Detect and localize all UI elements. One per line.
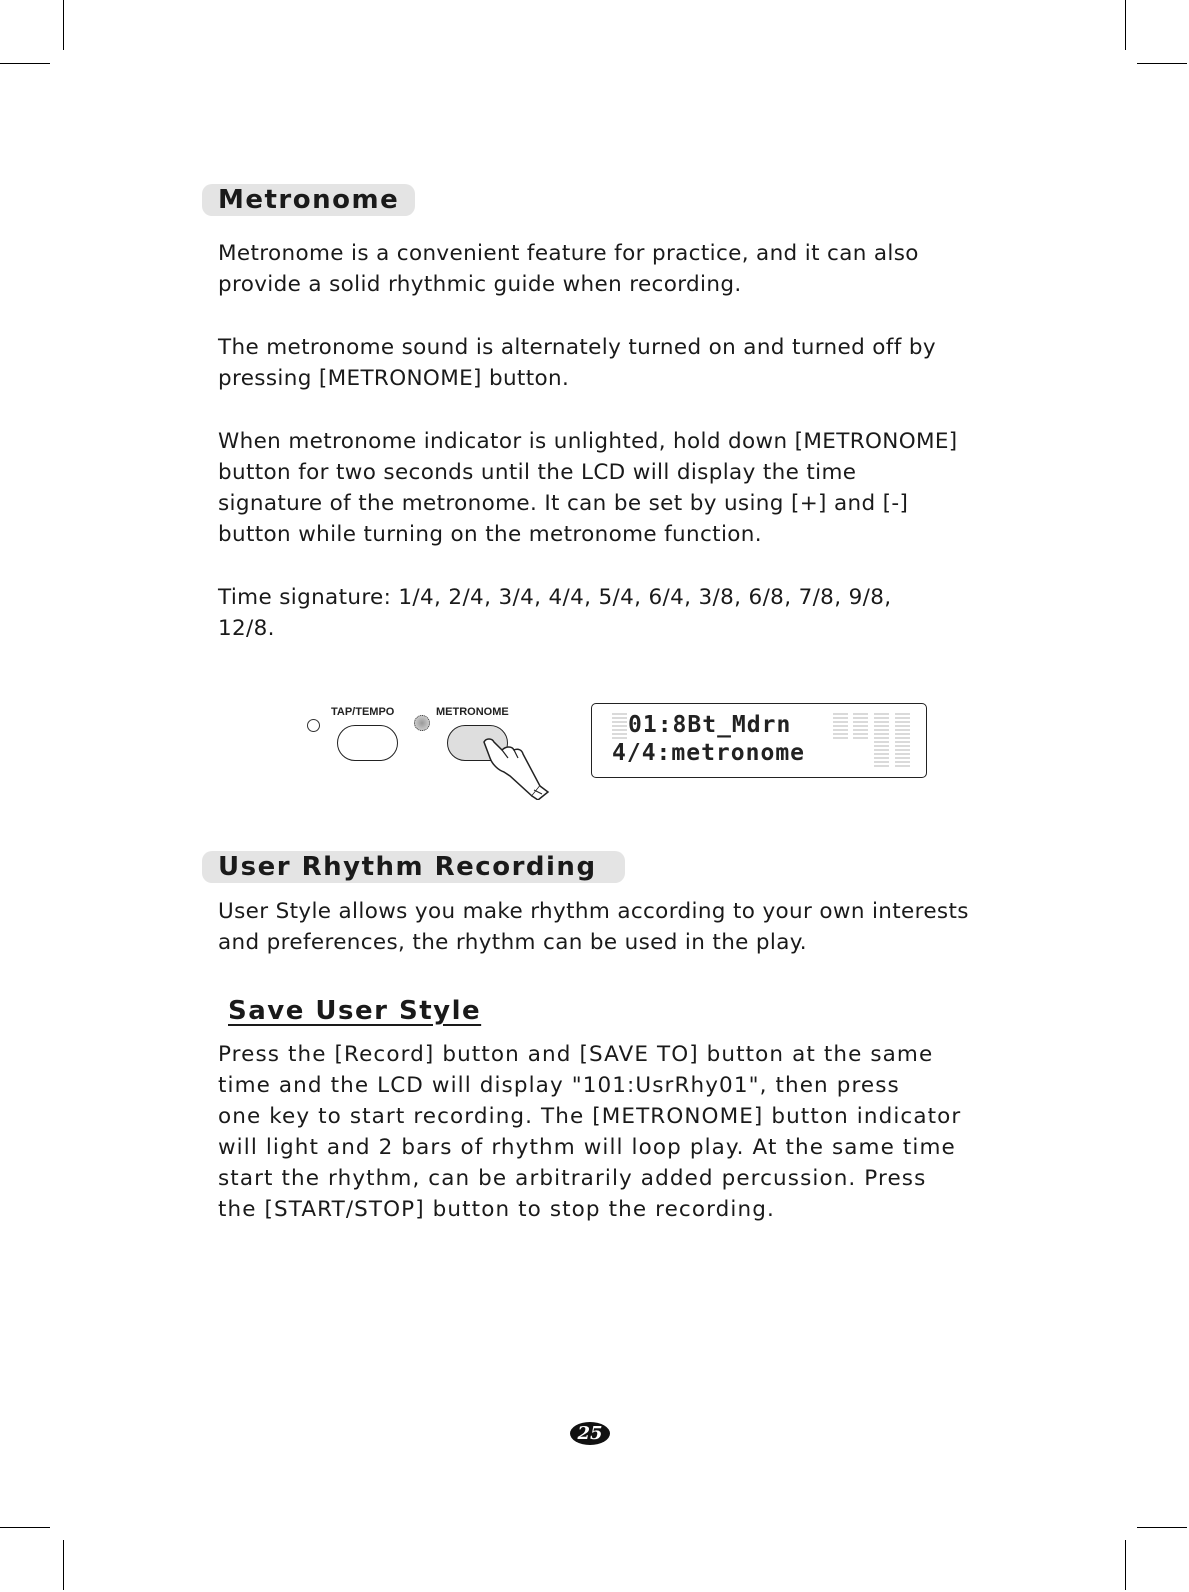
crop-mark xyxy=(63,0,64,50)
subheading-save-user-style: Save User Style xyxy=(228,996,482,1026)
crop-mark xyxy=(0,1527,50,1528)
metronome-led-lit-icon xyxy=(414,715,430,731)
tap-tempo-led-icon xyxy=(307,719,320,732)
paragraph: User Style allows you make rhythm according to your own interests and preferences, the rhythm can be used in the play. xyxy=(218,899,969,955)
crop-mark xyxy=(1137,1527,1187,1528)
paragraph: When metronome indicator is unlighted, hold down [METRONOME] button for two seconds until the LCD will display the time signature of the metronome. It can be set by using [+] and [-] button while turning on the metronome function. xyxy=(218,429,958,547)
section-title-user-rhythm-recording: User Rhythm Recording xyxy=(202,851,625,883)
lcd-line-2: 4/4:metronome xyxy=(612,740,806,766)
crop-mark xyxy=(0,63,50,64)
crop-mark xyxy=(1125,1540,1126,1590)
crop-mark xyxy=(1137,63,1187,64)
metronome-label: METRONOME xyxy=(436,706,509,718)
lcd-line-1: 01:8Bt_Mdrn xyxy=(628,712,792,738)
paragraph: Time signature: 1/4, 2/4, 3/4, 4/4, 5/4, 6/4, 3/8, 6/8, 7/8, 9/8, 12/8. xyxy=(218,585,892,641)
paragraph: The metronome sound is alternately turned on and turned off by pressing [METRONOME] button. xyxy=(218,335,936,391)
crop-mark xyxy=(63,1540,64,1590)
lcd-display xyxy=(591,703,927,778)
paragraph: Metronome is a convenient feature for practice, and it can also provide a solid rhythmic guide when recording. xyxy=(218,241,919,297)
tap-tempo-button-icon xyxy=(337,725,398,761)
tap-tempo-label: TAP/TEMPO xyxy=(331,706,395,718)
pressing-hand-icon xyxy=(470,728,555,800)
section-title-metronome: Metronome xyxy=(202,184,415,216)
paragraph: Press the [Record] button and [SAVE TO] button at the same time and the LCD will display "101:UsrRhy01", then press one key to start recording. The [METRONOME] button indicator will light and 2 bars of rhythm will loop play. At the same time start the rhythm, can be arbitrarily added percussion. Press the [START/STOP] button to stop the recording. xyxy=(218,1042,962,1222)
page-number: 25 xyxy=(570,1422,610,1445)
crop-mark xyxy=(1125,0,1126,50)
